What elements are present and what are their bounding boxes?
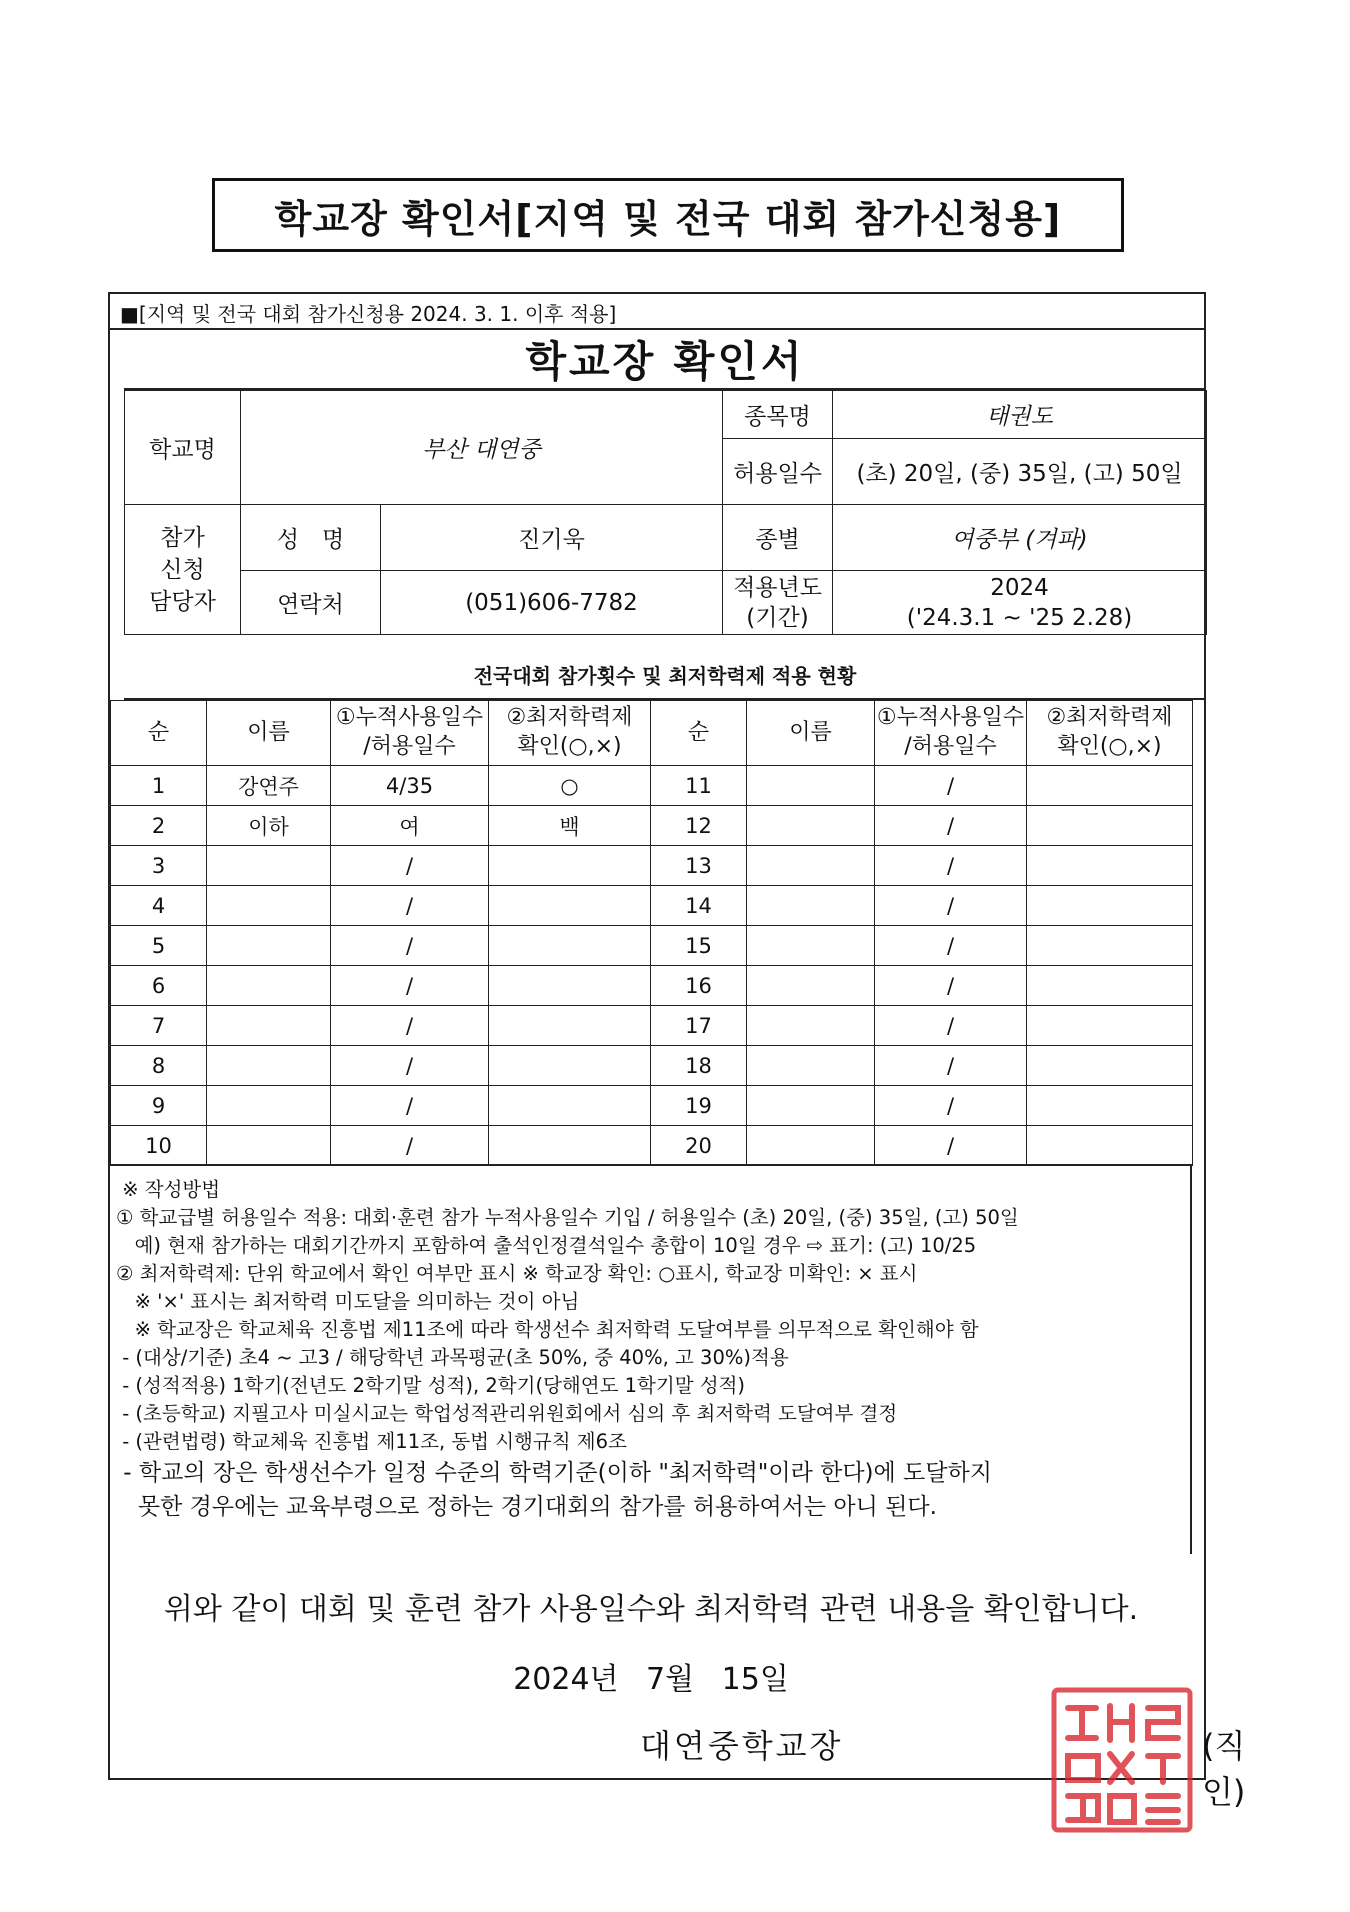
cell-no: 10 xyxy=(111,1126,207,1166)
col-name-right: 이름 xyxy=(747,701,875,766)
cell-no: 9 xyxy=(111,1086,207,1126)
form-title: 학교장 확인서 xyxy=(124,330,1206,390)
table-row xyxy=(111,926,1193,966)
cell-days: / xyxy=(331,1126,489,1166)
col-check xyxy=(489,701,651,766)
cell-name xyxy=(207,1006,331,1046)
contact-label: 연락처 xyxy=(241,571,381,635)
cell-name: 강연주 xyxy=(207,766,331,806)
cell-check xyxy=(1027,1126,1193,1166)
instruction-line: - (초등학교) 지필고사 미실시교는 학업성적관리위원회에서 심의 후 최저학력 도달여부 결정 xyxy=(116,1402,898,1425)
year-label-line2: (기간) xyxy=(746,604,809,631)
cell-days: / xyxy=(875,806,1027,846)
table-row xyxy=(111,966,1193,1006)
cell-days: / xyxy=(875,846,1027,886)
cell-check xyxy=(1027,846,1193,886)
cell-name xyxy=(747,846,875,886)
cell-no: 7 xyxy=(111,1006,207,1046)
instruction-line: 예) 현재 참가하는 대회기간까지 포함하여 출석인정결석일수 총합이 10일 경우 ⇨ 표기: (고) 10/25 xyxy=(116,1234,977,1257)
table-row xyxy=(111,846,1193,886)
category-label: 종별 xyxy=(723,505,833,571)
cell-days: / xyxy=(331,886,489,926)
cell-check: 백 xyxy=(489,806,651,846)
cell-check: ○ xyxy=(489,766,651,806)
cell-check xyxy=(489,966,651,1006)
cell-days: / xyxy=(331,846,489,886)
table-row xyxy=(111,1126,1193,1166)
cell-no: 11 xyxy=(651,766,747,806)
sport-value: 태권도 xyxy=(833,391,1207,439)
manager-label-line3: 담당자 xyxy=(149,588,216,615)
cell-no: 20 xyxy=(651,1126,747,1166)
cell-check xyxy=(489,846,651,886)
cell-days: / xyxy=(875,886,1027,926)
cell-days: / xyxy=(875,1006,1027,1046)
year-label xyxy=(723,571,833,635)
allowed-days-value: (초) 20일, (중) 35일, (고) 50일 xyxy=(833,439,1207,505)
cell-check xyxy=(1027,886,1193,926)
cell-no: 19 xyxy=(651,1086,747,1126)
instruction-line: ※ 학교장은 학교체육 진흥법 제11조에 따라 학생선수 최저학력 도달여부를 의무적으로 확인해야 함 xyxy=(116,1318,979,1341)
category-value: 여중부 (겨파) xyxy=(833,505,1207,571)
cell-no: 3 xyxy=(111,846,207,886)
cell-name xyxy=(747,886,875,926)
cell-name xyxy=(747,1046,875,1086)
official-seal-icon xyxy=(1048,1684,1196,1836)
cell-days: / xyxy=(875,766,1027,806)
cell-check xyxy=(1027,1006,1193,1046)
status-title: 전국대회 참가횟수 및 최저학력제 적용 현황 xyxy=(124,650,1206,700)
col-days xyxy=(331,701,489,766)
cell-days: / xyxy=(331,1086,489,1126)
cell-no: 2 xyxy=(111,806,207,846)
legal-note-line: - 학교의 장은 학생선수가 일정 수준의 학력기준(이하 "최저학력"이라 한다)에 도달하지 xyxy=(116,1460,992,1486)
cell-no: 6 xyxy=(111,966,207,1006)
col-check-right xyxy=(1027,701,1193,766)
table-row xyxy=(111,1006,1193,1046)
col-days-line1: ①누적사용일수 xyxy=(335,705,484,731)
instruction-line: ① 학교급별 허용일수 적용: 대회·훈련 참가 누적사용일수 기입 / 허용일수 (초) 20일, (중) 35일, (고) 50일 xyxy=(116,1206,1019,1229)
header-note: ■[지역 및 전국 대회 참가신청용 2024. 3. 1. 이후 적용] xyxy=(110,294,1204,330)
legal-note-line: 못한 경우에는 교육부령으로 정하는 경기대회의 참가를 허용하여서는 아니 된다. xyxy=(116,1494,937,1520)
col-check-right-line2: 확인(○,×) xyxy=(1057,734,1162,759)
cell-days: / xyxy=(331,966,489,1006)
cell-check xyxy=(489,1126,651,1166)
instruction-line: ※ 작성방법 xyxy=(116,1178,221,1201)
cell-days: 4/35 xyxy=(331,766,489,806)
school-label: 학교명 xyxy=(125,391,241,505)
cell-check xyxy=(489,1006,651,1046)
name-value: 진기욱 xyxy=(381,505,723,571)
cell-days: / xyxy=(875,966,1027,1006)
cell-days: / xyxy=(331,926,489,966)
instruction-line: - (성적적용) 1학기(전년도 2학기말 성적), 2학기(당해연도 1학기말 성적) xyxy=(116,1374,746,1397)
cell-name: 이하 xyxy=(207,806,331,846)
col-days-line2: /허용일수 xyxy=(363,734,456,759)
cell-check xyxy=(1027,926,1193,966)
cell-name xyxy=(747,1086,875,1126)
cell-check xyxy=(489,1046,651,1086)
instruction-line: ② 최저학력제: 단위 학교에서 확인 여부만 표시 ※ 학교장 확인: ○표시, 학교장 미확인: × 표시 xyxy=(116,1262,918,1285)
manager-label xyxy=(125,505,241,635)
cell-name xyxy=(207,1086,331,1126)
allowed-days-label: 허용일수 xyxy=(723,439,833,505)
cell-days: / xyxy=(875,1086,1027,1126)
cell-check xyxy=(1027,966,1193,1006)
cell-check xyxy=(1027,806,1193,846)
sport-label: 종목명 xyxy=(723,391,833,439)
cell-no: 14 xyxy=(651,886,747,926)
cell-name xyxy=(207,886,331,926)
signer-name: 대연중학교장 xyxy=(640,1727,844,1765)
instruction-line: - (관련법령) 학교체육 진흥법 제11조, 동법 시행규칙 제6조 xyxy=(116,1430,627,1453)
cell-no: 1 xyxy=(111,766,207,806)
cell-name xyxy=(747,766,875,806)
manager-label-line1: 참가 xyxy=(160,524,205,551)
cell-check xyxy=(1027,1086,1193,1126)
confirmation-text: 위와 같이 대회 및 훈련 참가 사용일수와 최저학력 관련 내용을 확인합니다. xyxy=(163,1592,1139,1627)
col-name: 이름 xyxy=(207,701,331,766)
cell-no: 16 xyxy=(651,966,747,1006)
contact-value: (051)606-7782 xyxy=(381,571,723,635)
cell-no: 13 xyxy=(651,846,747,886)
cell-no: 8 xyxy=(111,1046,207,1086)
cell-no: 17 xyxy=(651,1006,747,1046)
col-no-right: 순 xyxy=(651,701,747,766)
instructions xyxy=(110,1164,1192,1554)
cell-no: 12 xyxy=(651,806,747,846)
instruction-line: - (대상/기준) 초4 ~ 고3 / 해당학년 과목평균(초 50%, 중 40%, 고 30%)적용 xyxy=(116,1346,789,1369)
cell-name xyxy=(747,926,875,966)
year-label-line1: 적용년도 xyxy=(733,574,822,601)
participation-table xyxy=(110,700,1193,1166)
cell-check xyxy=(1027,766,1193,806)
cell-days: / xyxy=(875,1046,1027,1086)
table-row xyxy=(111,886,1193,926)
cell-name xyxy=(207,966,331,1006)
cell-check xyxy=(489,1086,651,1126)
school-value: 부산 대연중 xyxy=(241,391,723,505)
col-check-right-line1: ②최저학력제 xyxy=(1046,705,1173,731)
seal-label: (직인) xyxy=(1202,1727,1246,1811)
form-frame xyxy=(108,292,1246,1811)
cell-days: 여 xyxy=(331,806,489,846)
table-row xyxy=(111,806,1193,846)
cell-name xyxy=(747,966,875,1006)
cell-name xyxy=(747,1006,875,1046)
year-value-line2: ('24.3.1 ~ '25 2.28) xyxy=(906,604,1133,631)
name-label: 성 명 xyxy=(241,505,381,571)
cell-name xyxy=(747,1126,875,1166)
cell-no: 4 xyxy=(111,886,207,926)
col-days-right xyxy=(875,701,1027,766)
cell-days: / xyxy=(875,1126,1027,1166)
col-days-right-line2: /허용일수 xyxy=(904,734,997,759)
manager-label-line2: 신청 xyxy=(160,556,205,583)
cell-check xyxy=(489,926,651,966)
document-title: 학교장 확인서[지역 및 전국 대회 참가신청용] xyxy=(212,178,1124,252)
col-check-line1: ②최저학력제 xyxy=(506,705,633,731)
cell-check xyxy=(1027,1046,1193,1086)
cell-days: / xyxy=(875,926,1027,966)
instruction-line: ※ '×' 표시는 최저학력 미도달을 의미하는 것이 아님 xyxy=(116,1290,580,1313)
cell-name xyxy=(207,926,331,966)
year-value-line1: 2024 xyxy=(990,574,1049,601)
cell-days: / xyxy=(331,1006,489,1046)
cell-name xyxy=(207,1126,331,1166)
col-check-line2: 확인(○,×) xyxy=(517,734,622,759)
cell-name xyxy=(747,806,875,846)
cell-no: 18 xyxy=(651,1046,747,1086)
cell-check xyxy=(489,886,651,926)
cell-name xyxy=(207,1046,331,1086)
table-row xyxy=(111,1086,1193,1126)
table-row xyxy=(111,1046,1193,1086)
table-row xyxy=(111,766,1193,806)
cell-name xyxy=(207,846,331,886)
cell-no: 15 xyxy=(651,926,747,966)
cell-no: 5 xyxy=(111,926,207,966)
year-value xyxy=(833,571,1207,635)
date-text: 2024년 7월 15일 xyxy=(513,1662,789,1697)
col-days-right-line1: ①누적사용일수 xyxy=(876,705,1025,731)
col-no: 순 xyxy=(111,701,207,766)
info-table xyxy=(124,390,1207,635)
cell-days: / xyxy=(331,1046,489,1086)
